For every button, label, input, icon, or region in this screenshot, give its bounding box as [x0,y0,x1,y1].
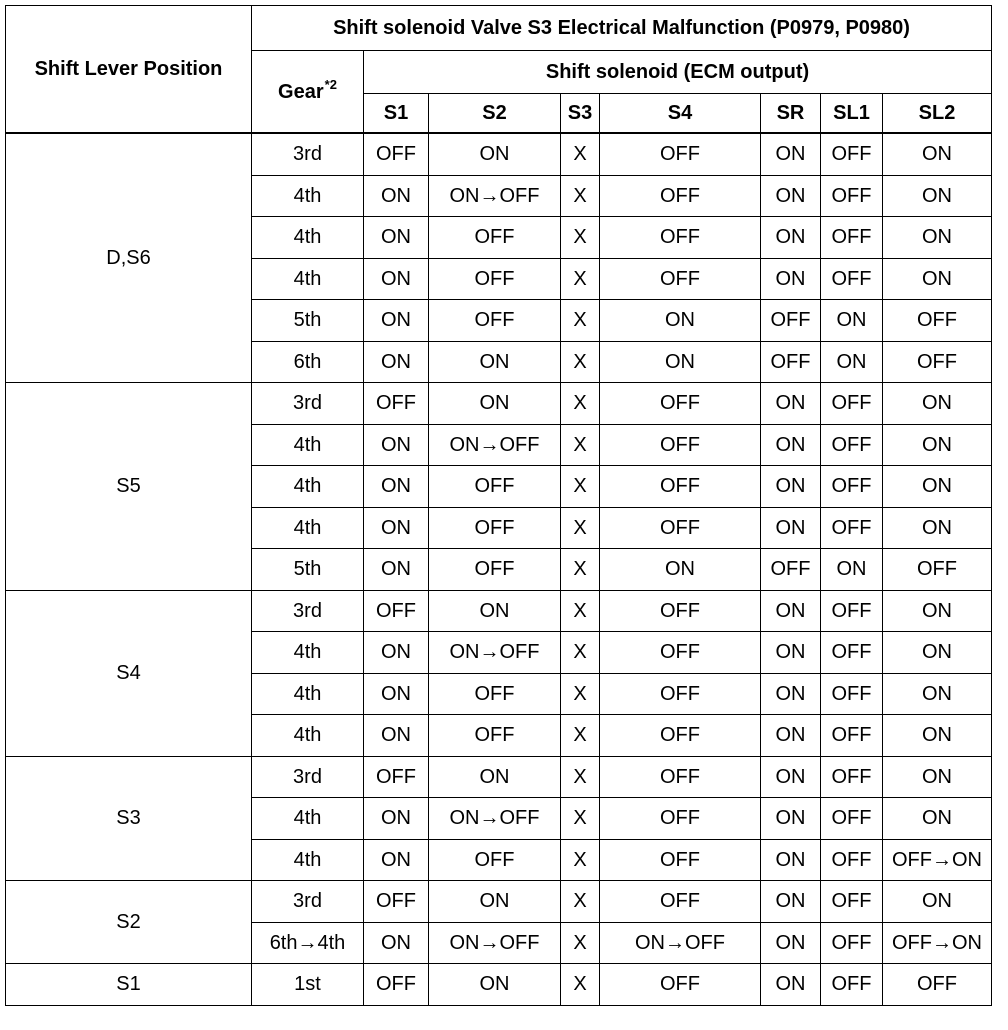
gear-cell: 5th [252,549,364,591]
solenoid-state-cell: ON [429,756,561,798]
solenoid-state-cell: ON [364,549,429,591]
gear-header [252,51,364,134]
table-row [6,383,992,425]
solenoid-state-cell: ON [600,549,761,591]
solenoid-state-cell: OFF [600,258,761,300]
solenoid-state-cell: OFF [429,549,561,591]
gear-cell: 3rd [252,881,364,923]
solenoid-state-cell: ON [883,217,992,259]
solenoid-state-cell: ON [761,798,821,840]
solenoid-state-cell: OFF [883,964,992,1006]
solenoid-state-cell: OFF [600,715,761,757]
solenoid-state-cell: ON [883,133,992,175]
solenoid-state-cell: ON [364,632,429,674]
solenoid-state-cell: ON [761,839,821,881]
solenoid-group-header: Shift solenoid (ECM output) [364,51,992,94]
solenoid-state-cell: ON→OFF [429,922,561,964]
solenoid-state-cell: OFF [429,300,561,342]
gear-cell: 4th [252,507,364,549]
solenoid-state-cell: OFF [600,590,761,632]
solenoid-state-cell: ON [364,673,429,715]
solenoid-state-cell: OFF [821,217,883,259]
solenoid-state-cell: OFF [883,341,992,383]
gear-cell: 4th [252,175,364,217]
solenoid-state-cell: OFF [821,175,883,217]
column-header-s3: S3 [561,94,600,134]
solenoid-state-cell: ON [883,632,992,674]
solenoid-state-cell: ON [821,341,883,383]
solenoid-state-cell: ON [761,922,821,964]
gear-cell: 4th [252,424,364,466]
solenoid-state-cell: OFF [364,383,429,425]
gear-cell: 3rd [252,383,364,425]
solenoid-state-cell: OFF [821,632,883,674]
solenoid-state-cell: X [561,175,600,217]
solenoid-state-cell: ON [883,466,992,508]
solenoid-state-cell: ON [761,715,821,757]
shift-lever-position-cell: D,S6 [6,133,252,383]
solenoid-state-cell: X [561,798,600,840]
solenoid-state-cell: ON [429,341,561,383]
column-header-s2: S2 [429,94,561,134]
solenoid-state-cell: ON [364,175,429,217]
solenoid-state-cell: OFF [600,881,761,923]
solenoid-state-cell: ON [761,507,821,549]
column-header-sl2: SL2 [883,94,992,134]
solenoid-state-cell: ON→OFF [429,424,561,466]
solenoid-state-cell: ON [821,300,883,342]
solenoid-state-cell: OFF [364,964,429,1006]
solenoid-state-cell: ON [600,341,761,383]
solenoid-state-cell: ON [883,798,992,840]
solenoid-state-cell: X [561,922,600,964]
solenoid-state-cell: OFF [600,756,761,798]
solenoid-state-cell: OFF [600,175,761,217]
solenoid-state-cell: OFF [600,133,761,175]
solenoid-state-cell: OFF [761,341,821,383]
solenoid-state-cell: ON [364,466,429,508]
gear-cell: 1st [252,964,364,1006]
solenoid-state-cell: OFF [821,798,883,840]
solenoid-state-cell: ON [364,300,429,342]
solenoid-state-cell: OFF [600,383,761,425]
solenoid-state-cell: ON [883,175,992,217]
gear-cell: 4th [252,839,364,881]
gear-cell: 4th [252,673,364,715]
column-header-s4: S4 [600,94,761,134]
solenoid-state-cell: ON [883,673,992,715]
gear-cell: 5th [252,300,364,342]
solenoid-state-cell: OFF [364,133,429,175]
solenoid-state-cell: OFF [429,258,561,300]
column-header-s1: S1 [364,94,429,134]
solenoid-state-cell: OFF [429,839,561,881]
column-header-sl1: SL1 [821,94,883,134]
solenoid-state-cell: OFF [821,133,883,175]
solenoid-state-cell: ON→OFF [429,632,561,674]
solenoid-state-cell: OFF [821,756,883,798]
solenoid-state-cell: OFF [600,507,761,549]
table-body [6,133,992,1005]
solenoid-state-cell: X [561,383,600,425]
solenoid-state-cell: ON→OFF [429,798,561,840]
table-row [6,133,992,175]
solenoid-state-cell: OFF [761,300,821,342]
solenoid-state-cell: ON [883,881,992,923]
solenoid-state-cell: X [561,466,600,508]
solenoid-state-cell: OFF [600,632,761,674]
table-row [6,964,992,1006]
solenoid-state-cell: ON [364,839,429,881]
gear-cell: 4th [252,258,364,300]
solenoid-state-cell: ON [761,632,821,674]
solenoid-state-cell: X [561,549,600,591]
solenoid-state-cell: ON [429,881,561,923]
solenoid-state-cell: ON [883,424,992,466]
solenoid-operation-table [5,5,992,1006]
solenoid-state-cell: OFF [600,466,761,508]
solenoid-state-cell: ON [761,881,821,923]
solenoid-state-cell: ON [761,258,821,300]
solenoid-state-cell: OFF→ON [883,839,992,881]
solenoid-state-cell: ON [364,507,429,549]
solenoid-state-cell: X [561,507,600,549]
solenoid-state-cell: ON [761,964,821,1006]
solenoid-state-cell: OFF [364,590,429,632]
solenoid-state-cell: ON [883,756,992,798]
table-row [6,881,992,923]
solenoid-state-cell: ON [821,549,883,591]
solenoid-state-cell: ON [761,424,821,466]
table-row [6,590,992,632]
solenoid-state-cell: X [561,300,600,342]
solenoid-state-cell: X [561,217,600,259]
table-title: Shift solenoid Valve S3 Electrical Malfunction (P0979, P0980) [252,6,992,51]
solenoid-state-cell: OFF [821,466,883,508]
solenoid-state-cell: ON [429,383,561,425]
solenoid-state-cell: ON [883,383,992,425]
table-row [6,756,992,798]
solenoid-state-cell: ON [883,715,992,757]
solenoid-state-cell: X [561,756,600,798]
solenoid-state-cell: ON [761,590,821,632]
solenoid-state-cell: OFF [821,715,883,757]
solenoid-state-cell: OFF [821,922,883,964]
solenoid-state-cell: OFF [429,673,561,715]
solenoid-state-cell: X [561,964,600,1006]
solenoid-state-cell: ON [364,217,429,259]
solenoid-state-cell: OFF [364,756,429,798]
solenoid-state-cell: ON [364,258,429,300]
solenoid-state-cell: OFF [600,217,761,259]
solenoid-state-cell: OFF [883,549,992,591]
gear-cell: 3rd [252,590,364,632]
solenoid-state-cell: X [561,715,600,757]
solenoid-state-cell: ON [429,590,561,632]
solenoid-state-cell: X [561,632,600,674]
solenoid-state-cell: X [561,133,600,175]
shift-lever-position-cell: S5 [6,383,252,591]
solenoid-state-cell: ON [364,922,429,964]
gear-cell: 3rd [252,756,364,798]
solenoid-state-cell: ON [883,590,992,632]
solenoid-state-cell: OFF [600,964,761,1006]
solenoid-state-cell: OFF [821,964,883,1006]
solenoid-state-cell: ON [761,133,821,175]
gear-header-label: Gear [278,80,324,103]
solenoid-state-cell: OFF [883,300,992,342]
solenoid-state-cell: OFF [429,466,561,508]
solenoid-state-cell: ON [761,673,821,715]
solenoid-state-cell: OFF [600,424,761,466]
solenoid-state-cell: OFF [429,715,561,757]
solenoid-state-cell: OFF [761,549,821,591]
solenoid-state-cell: ON [364,715,429,757]
solenoid-state-cell: ON [364,341,429,383]
solenoid-state-cell: OFF [821,673,883,715]
shift-lever-position-cell: S4 [6,590,252,756]
solenoid-state-cell: ON [364,424,429,466]
solenoid-state-cell: ON [883,258,992,300]
solenoid-table-container [5,5,992,1006]
solenoid-state-cell: OFF [600,839,761,881]
solenoid-state-cell: X [561,673,600,715]
solenoid-state-cell: OFF [429,507,561,549]
gear-cell: 4th [252,798,364,840]
gear-cell: 6th→4th [252,922,364,964]
shift-lever-position-cell: S2 [6,881,252,964]
solenoid-state-cell: OFF [364,881,429,923]
solenoid-state-cell: OFF [600,673,761,715]
solenoid-state-cell: X [561,424,600,466]
solenoid-state-cell: OFF [821,258,883,300]
solenoid-state-cell: ON [761,466,821,508]
solenoid-state-cell: ON [429,964,561,1006]
solenoid-state-cell: ON [600,300,761,342]
solenoid-state-cell: X [561,839,600,881]
solenoid-state-cell: OFF [821,590,883,632]
solenoid-state-cell: X [561,258,600,300]
gear-cell: 3rd [252,133,364,175]
column-header-sr: SR [761,94,821,134]
solenoid-state-cell: ON [364,798,429,840]
solenoid-state-cell: ON [761,756,821,798]
solenoid-state-cell: ON [761,383,821,425]
shift-lever-position-cell: S1 [6,964,252,1006]
solenoid-state-cell: OFF→ON [883,922,992,964]
gear-cell: 6th [252,341,364,383]
solenoid-state-cell: X [561,341,600,383]
gear-cell: 4th [252,632,364,674]
solenoid-state-cell: X [561,881,600,923]
solenoid-state-cell: OFF [600,798,761,840]
solenoid-state-cell: ON→OFF [429,175,561,217]
solenoid-state-cell: OFF [821,507,883,549]
solenoid-state-cell: ON [761,175,821,217]
gear-footnote-marker: *2 [324,76,337,92]
solenoid-state-cell: ON→OFF [600,922,761,964]
solenoid-state-cell: ON [429,133,561,175]
gear-cell: 4th [252,217,364,259]
solenoid-state-cell: OFF [821,881,883,923]
solenoid-state-cell: X [561,590,600,632]
solenoid-state-cell: ON [761,217,821,259]
solenoid-state-cell: ON [883,507,992,549]
solenoid-state-cell: OFF [429,217,561,259]
gear-cell: 4th [252,715,364,757]
solenoid-state-cell: OFF [821,383,883,425]
gear-cell: 4th [252,466,364,508]
solenoid-state-cell: OFF [821,839,883,881]
solenoid-state-cell: OFF [821,424,883,466]
shift-lever-position-header: Shift Lever Position [6,6,252,134]
shift-lever-position-cell: S3 [6,756,252,881]
